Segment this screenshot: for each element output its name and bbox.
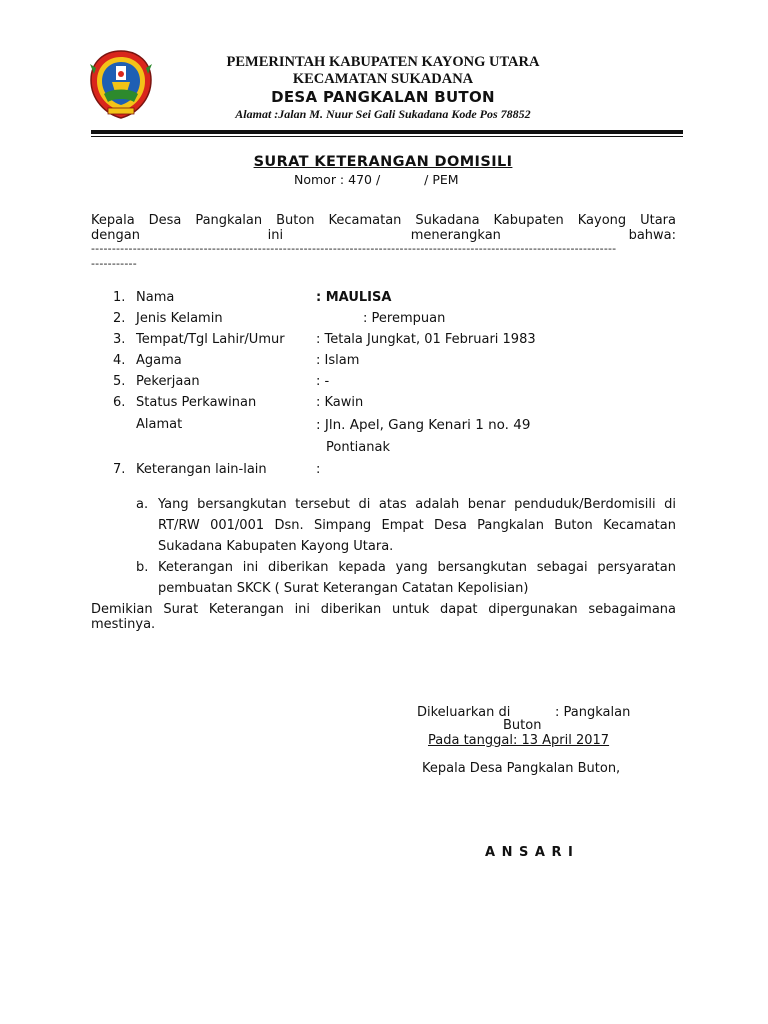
- intro-dashes-1: ------------------------------------------------------------------------------------------------------------------------------: [91, 242, 617, 255]
- field-value-marital: : Kawin: [316, 395, 364, 410]
- intro-word: ini: [267, 228, 284, 243]
- signatory-name: A N S A R I: [485, 845, 574, 860]
- letterhead-village: DESA PANGKALAN BUTON: [271, 88, 495, 106]
- issued-place-value: : Pangkalan: [555, 705, 631, 720]
- note-marker: b.: [136, 560, 149, 575]
- note-a-line-2: RT/RW 001/001 Dsn. Simpang Empat Desa Pangkalan Buton Kecamatan: [158, 518, 676, 533]
- field-label-remarks: Keterangan lain-lain: [136, 462, 267, 477]
- document-number-label: Nomor : 470 /: [294, 172, 381, 187]
- note-b-line-1: Keterangan ini diberikan kepada yang bersangkutan sebagai persyaratan: [158, 560, 676, 575]
- field-label-occupation: Pekerjaan: [136, 374, 200, 389]
- letterhead-district: KECAMATAN SUKADANA: [292, 71, 474, 87]
- field-label-name: Nama: [136, 290, 175, 305]
- field-label-birth: Tempat/Tgl Lahir/Umur: [136, 332, 285, 347]
- field-label-address: Alamat: [136, 417, 183, 432]
- intro-dashes-2: -----------: [91, 257, 137, 270]
- field-value-remarks: :: [316, 462, 321, 477]
- document-title: SURAT KETERANGAN DOMISILI: [253, 154, 513, 170]
- letterhead-address: Alamat :Jalan M. Nuur Sei Gali Sukadana Kode Pos 78852: [235, 107, 531, 121]
- issued-date: Pada tanggal: 13 April 2017: [428, 733, 610, 748]
- field-value-gender: : Perempuan: [363, 311, 446, 326]
- intro-word: menerangkan: [410, 228, 501, 243]
- closing-line-1: Demikian Surat Keterangan ini diberikan untuk dapat dipergunakan sebagaimana: [91, 602, 676, 617]
- letterhead-rule-thin: [91, 136, 683, 137]
- letterhead-rule-thick: [91, 130, 683, 134]
- signatory-position: Kepala Desa Pangkalan Buton,: [422, 761, 621, 776]
- field-num: 6.: [113, 395, 126, 410]
- field-num: 7.: [113, 462, 126, 477]
- field-num: 3.: [113, 332, 126, 347]
- field-num: 2.: [113, 311, 126, 326]
- field-value-address: : Jln. Apel, Gang Kenari 1 no. 49: [316, 417, 531, 433]
- field-num: 4.: [113, 353, 126, 368]
- regency-logo: [88, 48, 154, 120]
- note-marker: a.: [136, 497, 149, 512]
- regency-coat-of-arms-icon: [88, 48, 154, 120]
- intro-line-1: Kepala Desa Pangkalan Buton Kecamatan Sukadana Kabupaten Kayong Utara: [91, 213, 676, 228]
- intro-word: bahwa:: [628, 228, 676, 243]
- intro-line-2: [91, 228, 676, 243]
- note-a-line-1: Yang bersangkutan tersebut di atas adalah benar penduduk/Berdomisili di: [158, 497, 676, 512]
- field-label-marital: Status Perkawinan: [136, 395, 257, 410]
- closing-line-2: mestinya.: [91, 617, 156, 632]
- field-label-religion: Agama: [136, 353, 182, 368]
- field-value-birth: : Tetala Jungkat, 01 Februari 1983: [316, 332, 536, 347]
- field-value-name: : MAULISA: [316, 290, 392, 305]
- field-num: 5.: [113, 374, 126, 389]
- field-num: 1.: [113, 290, 126, 305]
- letterhead-government: PEMERINTAH KABUPATEN KAYONG UTARA: [226, 54, 540, 70]
- field-value-address-city: Pontianak: [326, 440, 390, 455]
- note-a-line-3: Sukadana Kabupaten Kayong Utara.: [158, 539, 394, 554]
- field-value-religion: : Islam: [316, 353, 360, 368]
- note-b-line-2: pembuatan SKCK ( Surat Keterangan Catatan Kepolisian): [158, 581, 529, 596]
- document-number-suffix: / PEM: [424, 172, 459, 187]
- document-number: [294, 172, 459, 187]
- intro-word: dengan: [91, 228, 140, 243]
- issued-place-value-cont: Buton: [503, 718, 542, 733]
- issued-place-label: Dikeluarkan di: [417, 705, 511, 720]
- field-label-gender: Jenis Kelamin: [136, 311, 223, 326]
- field-value-occupation: : -: [316, 374, 330, 389]
